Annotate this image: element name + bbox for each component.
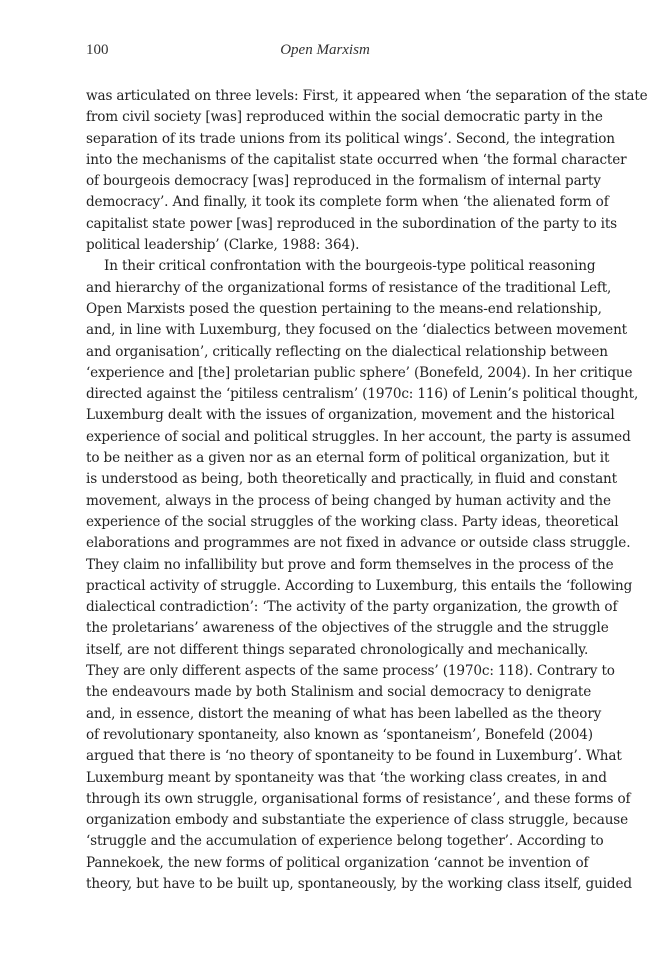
- text-line: democracy’. And finally, it took its complete form when ‘the alienated form of: [86, 194, 609, 211]
- text-line: and, in line with Luxemburg, they focused on the ‘dialectics between movement: [86, 322, 627, 339]
- text-line: organization embody and substantiate the experience of class struggle, because: [86, 812, 629, 829]
- text-line: itself, are not different things separated chronologically and mechanically.: [86, 641, 589, 658]
- text-line: of bourgeois democracy [was] reproduced in the formalism of internal party: [86, 173, 601, 190]
- text-line: experience of the social struggles of the working class. Party ideas, theoretical: [86, 513, 619, 530]
- text-line: ‘struggle and the accumulation of experience belong together’. According to: [86, 833, 604, 850]
- text-line: Luxemburg meant by spontaneity was that ‘the working class creates, in and: [86, 769, 607, 786]
- text-line: movement, always in the process of being changed by human activity and the: [86, 492, 611, 509]
- text-line: experience of social and political struggles. In her account, the party is assumed: [86, 428, 631, 445]
- body-text: [86, 86, 648, 895]
- text-line: through its own struggle, organisational forms of resistance’, and these forms of: [86, 790, 631, 807]
- text-line: Pannekoek, the new forms of political organization ‘cannot be invention of: [86, 854, 589, 871]
- text-line: the endeavours made by both Stalinism and social democracy to denigrate: [86, 684, 592, 701]
- text-line: elaborations and programmes are not fixed in advance or outside class struggle.: [86, 535, 631, 552]
- text-line: argued that there is ‘no theory of spontaneity to be found in Luxemburg’. What: [86, 748, 622, 765]
- text-line: of revolutionary spontaneity, also known as ‘spontaneism’, Bonefeld (2004): [86, 726, 593, 743]
- text-line: is understood as being, both theoretically and practically, in fluid and constant: [86, 471, 617, 488]
- text-line: They are only different aspects of the same process’ (1970c: 118). Contrary to: [86, 663, 615, 680]
- page-number: 100: [86, 42, 109, 58]
- text-line: and hierarchy of the organizational forms of resistance of the traditional Left,: [86, 279, 612, 296]
- paragraph: [86, 256, 639, 895]
- text-line: Luxemburg dealt with the issues of organization, movement and the historical: [86, 407, 615, 424]
- text-line: Open Marxists posed the question pertaining to the means-end relationship,: [86, 300, 602, 317]
- text-line: ‘experience and [the] proletarian public sphere’ (Bonefeld, 2004). In her critique: [86, 364, 633, 381]
- text-line: was articulated on three levels: First, it appeared when ‘the separation of the state: [86, 88, 648, 104]
- text-line: into the mechanisms of the capitalist state occurred when ‘the formal character: [86, 151, 627, 168]
- running-head: Open Marxism: [280, 42, 370, 58]
- text-line: political leadership’ (Clarke, 1988: 364).: [86, 237, 360, 254]
- text-line: theory, but have to be built up, spontaneously, by the working class itself, guided: [86, 875, 632, 892]
- text-line: from civil society [was] reproduced within the social democratic party in the: [86, 109, 603, 126]
- text-line: to be neither as a given nor as an eternal form of political organization, but it: [86, 450, 610, 467]
- text-line: separation of its trade unions from its political wings’. Second, the integration: [86, 130, 615, 147]
- paragraph: [86, 86, 648, 256]
- text-line: and, in essence, distort the meaning of what has been labelled as the theory: [86, 705, 602, 722]
- text-line: dialectical contradiction’: ‘The activity of the party organization, the growth of: [86, 599, 618, 616]
- text-line: In their critical confrontation with the bourgeois-type political reasoning: [104, 258, 596, 275]
- text-line: directed against the ‘pitiless centralism’ (1970c: 116) of Lenin’s political thought,: [86, 386, 639, 403]
- text-line: and organisation’, critically reflecting on the dialectical relationship between: [86, 343, 608, 360]
- text-line: They claim no infallibility but prove and form themselves in the process of the: [86, 556, 614, 573]
- page-header: [86, 42, 564, 64]
- text-line: practical activity of struggle. According to Luxemburg, this entails the ‘following: [86, 577, 633, 594]
- text-line: capitalist state power [was] reproduced in the subordination of the party to its: [86, 215, 618, 232]
- text-line: the proletarians’ awareness of the objectives of the struggle and the struggle: [86, 620, 609, 637]
